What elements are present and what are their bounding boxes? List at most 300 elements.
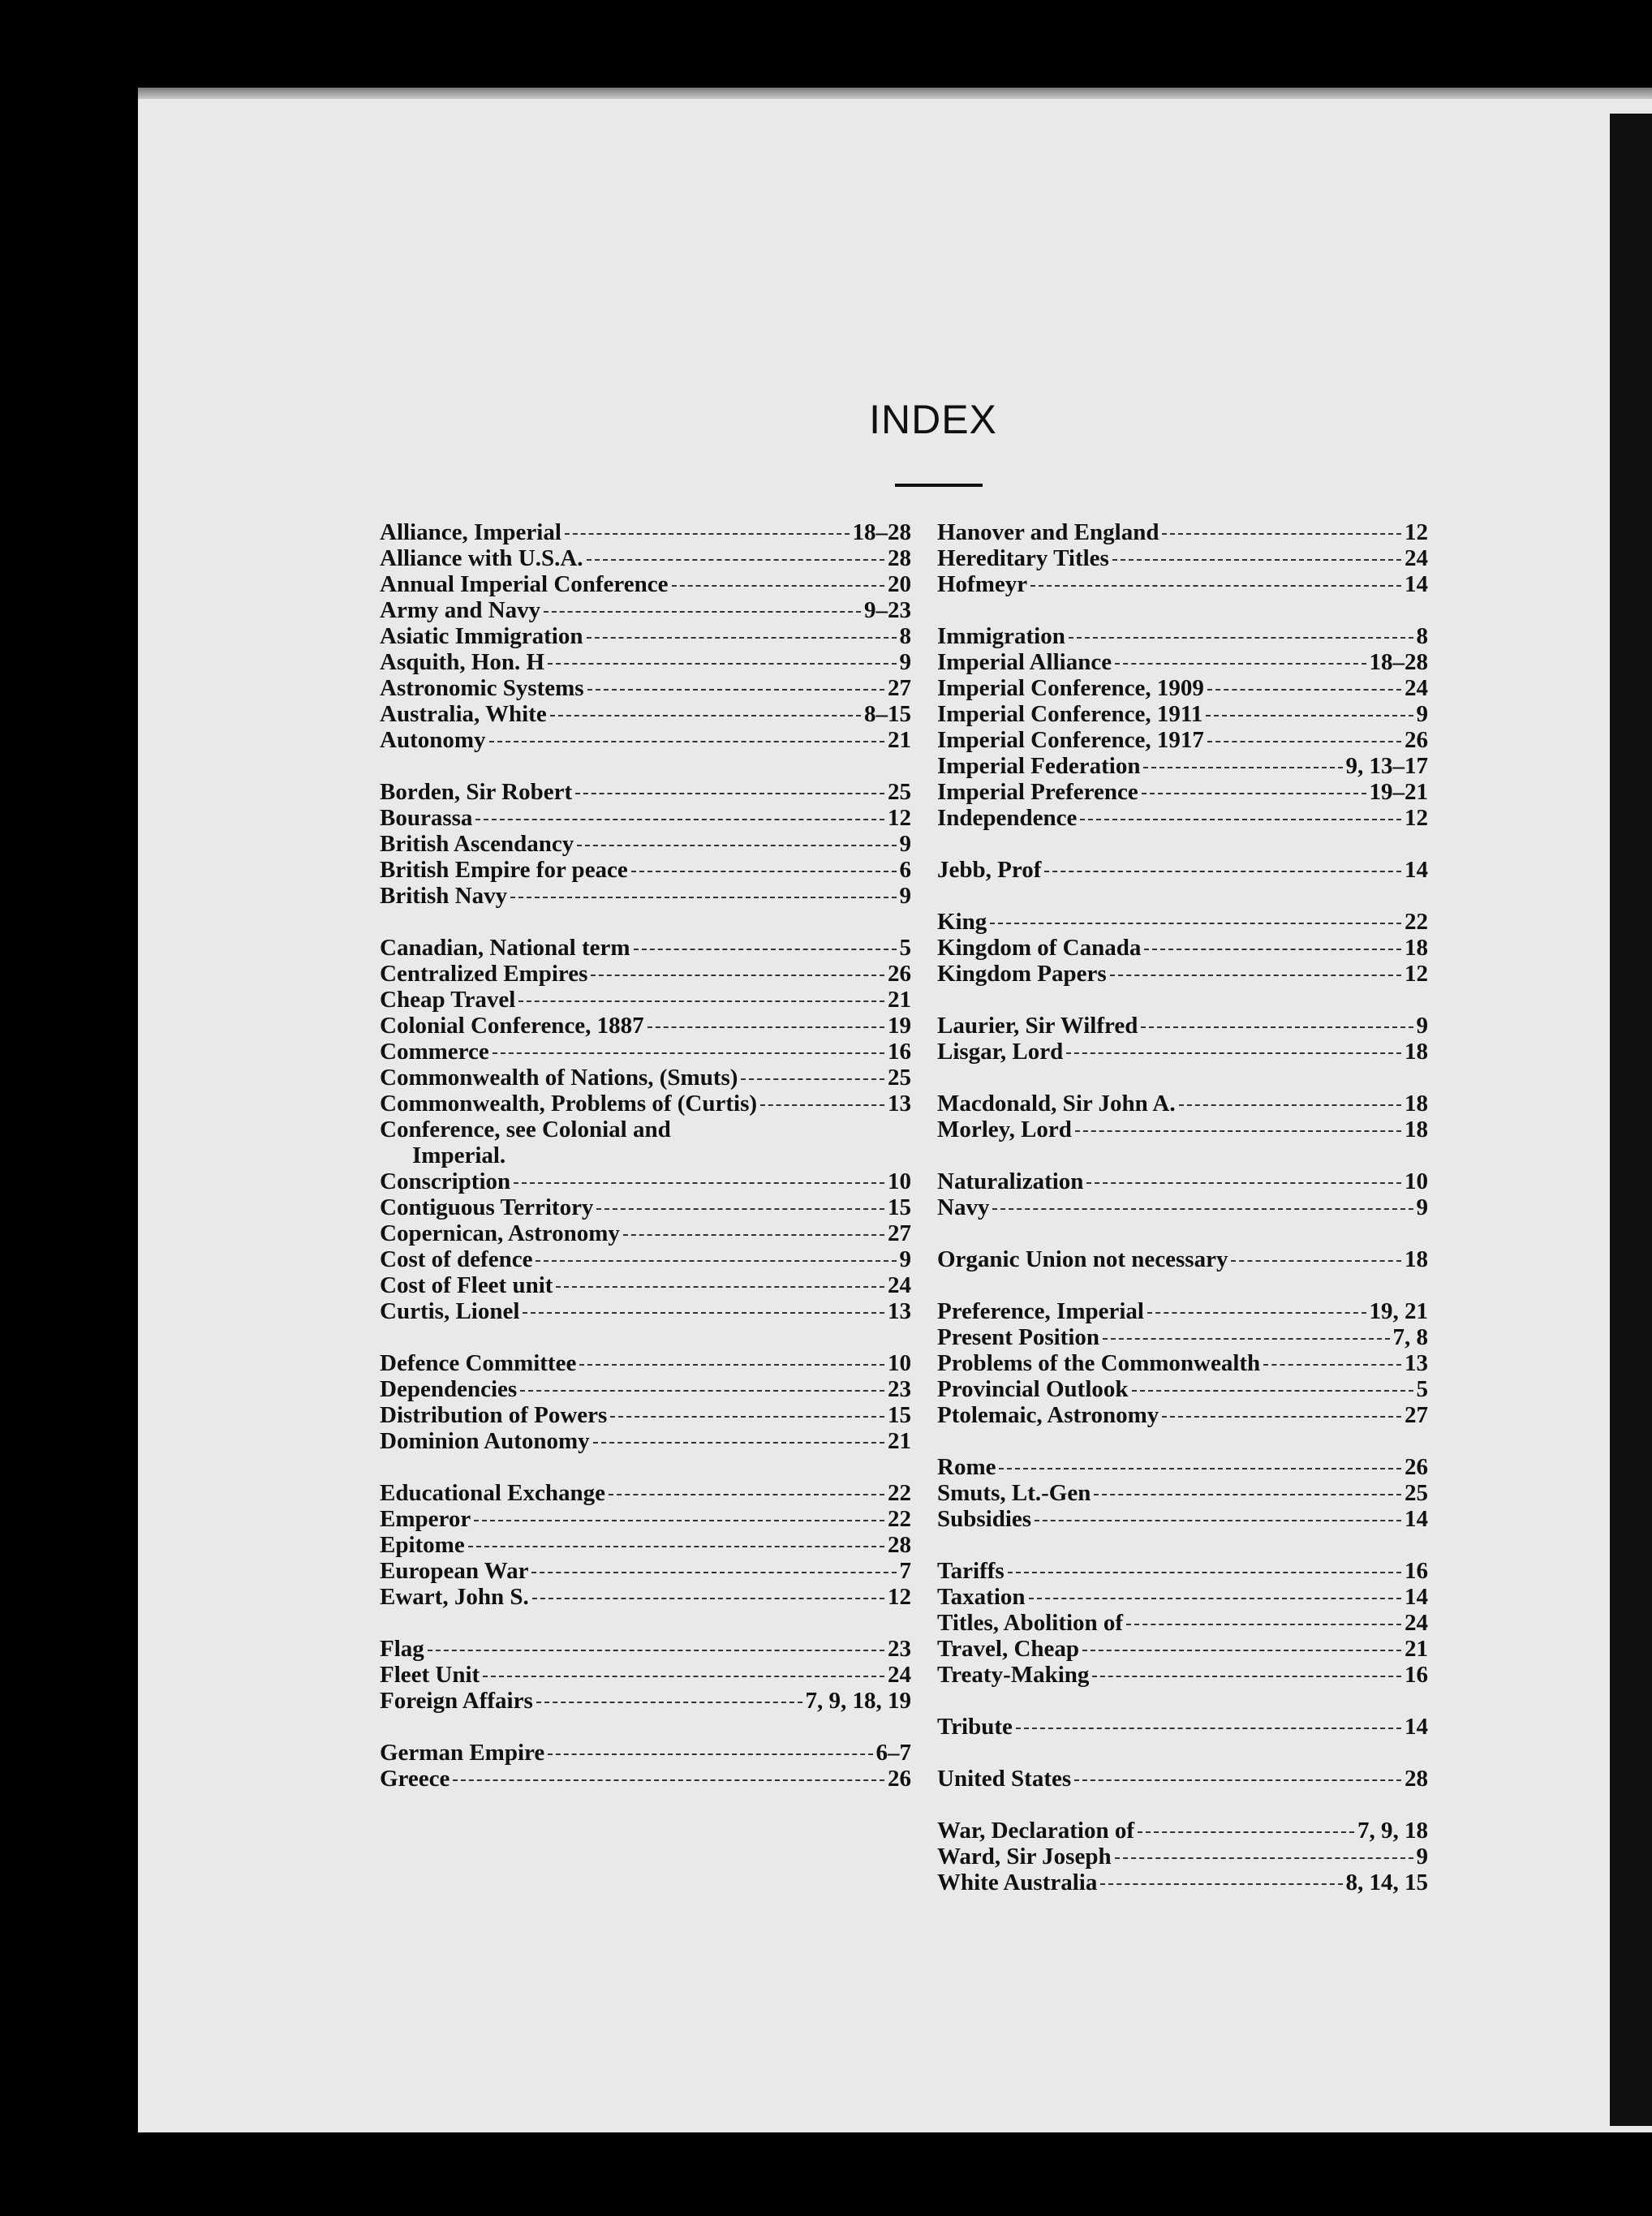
index-page-numbers: 19 bbox=[888, 1013, 911, 1039]
index-term: Annual Imperial Conference bbox=[380, 571, 669, 597]
index-term: Subsidies bbox=[937, 1506, 1032, 1532]
index-entry bbox=[937, 675, 1428, 701]
index-page-numbers: 13 bbox=[888, 1298, 911, 1324]
dot-leader bbox=[1115, 663, 1366, 665]
index-term: Dependencies bbox=[380, 1376, 518, 1402]
index-page-numbers: 7, 8 bbox=[1392, 1324, 1428, 1350]
index-term: Provincial Outlook bbox=[937, 1376, 1129, 1402]
index-term: White Australia bbox=[937, 1870, 1098, 1895]
index-entry bbox=[937, 1091, 1428, 1117]
index-term: Copernican, Astronomy bbox=[380, 1220, 620, 1246]
index-term: Tribute bbox=[937, 1714, 1013, 1740]
index-entry bbox=[380, 883, 911, 909]
index-term: War, Declaration of bbox=[937, 1818, 1134, 1844]
dot-leader bbox=[474, 1520, 884, 1521]
index-page-numbers: 25 bbox=[888, 779, 911, 805]
index-term: European War bbox=[380, 1558, 529, 1584]
index-page-numbers: 27 bbox=[888, 675, 911, 701]
index-group bbox=[937, 1091, 1428, 1142]
index-group bbox=[937, 857, 1428, 883]
dot-leader bbox=[536, 1702, 802, 1703]
index-page-numbers: 9 bbox=[1416, 1013, 1428, 1039]
index-page-numbers: 23 bbox=[888, 1636, 911, 1662]
index-term: Tariffs bbox=[937, 1558, 1005, 1584]
dot-leader bbox=[1074, 1779, 1401, 1781]
index-entry bbox=[937, 1766, 1428, 1792]
index-term: Defence Committee bbox=[380, 1350, 577, 1376]
index-page-numbers: 21 bbox=[888, 1428, 911, 1454]
dot-leader bbox=[579, 1364, 884, 1366]
index-column-left bbox=[380, 519, 911, 1818]
index-group bbox=[380, 1480, 911, 1610]
index-page-numbers: 14 bbox=[1405, 571, 1428, 597]
dot-leader bbox=[1263, 1364, 1401, 1366]
index-page-numbers: 9 bbox=[899, 1246, 911, 1272]
index-group bbox=[937, 1558, 1428, 1688]
index-column-right bbox=[937, 519, 1428, 1921]
index-entry bbox=[937, 1324, 1428, 1350]
index-entry bbox=[937, 727, 1428, 753]
index-group bbox=[937, 519, 1428, 597]
index-term: Colonial Conference, 1887 bbox=[380, 1013, 644, 1039]
index-entry bbox=[937, 753, 1428, 779]
index-page-numbers: 16 bbox=[1405, 1662, 1428, 1688]
dot-leader bbox=[475, 819, 884, 820]
index-group bbox=[380, 779, 911, 909]
dot-leader bbox=[1112, 559, 1401, 561]
dot-leader bbox=[992, 1208, 1413, 1210]
index-entry bbox=[937, 649, 1428, 675]
index-entry bbox=[380, 571, 911, 597]
index-entry bbox=[380, 805, 911, 831]
dot-leader bbox=[1080, 819, 1401, 820]
index-page-numbers: 16 bbox=[888, 1039, 911, 1065]
dot-leader bbox=[510, 897, 896, 898]
index-term: Distribution of Powers bbox=[380, 1402, 608, 1428]
dot-leader bbox=[609, 1494, 884, 1495]
dot-leader bbox=[760, 1104, 884, 1106]
index-entry bbox=[937, 1454, 1428, 1480]
index-term: Emperor bbox=[380, 1506, 471, 1532]
index-entry bbox=[380, 1558, 911, 1584]
dot-leader bbox=[453, 1779, 884, 1781]
dot-leader bbox=[1144, 949, 1401, 950]
index-page-numbers: 18–28 bbox=[852, 519, 911, 545]
dot-leader bbox=[672, 585, 884, 587]
index-entry bbox=[380, 857, 911, 883]
index-entry bbox=[937, 1818, 1428, 1844]
index-entry bbox=[380, 1532, 911, 1558]
page-top-border bbox=[138, 88, 1652, 99]
index-page-numbers: 8 bbox=[899, 623, 911, 649]
index-page-numbers: 15 bbox=[888, 1194, 911, 1220]
index-entry bbox=[380, 1688, 911, 1714]
index-entry bbox=[937, 1558, 1428, 1584]
dot-leader bbox=[999, 1468, 1401, 1469]
dot-leader bbox=[1231, 1260, 1401, 1262]
index-entry bbox=[937, 1662, 1428, 1688]
dot-leader bbox=[1141, 1026, 1413, 1028]
index-page-numbers: 25 bbox=[888, 1065, 911, 1091]
index-term: Kingdom Papers bbox=[937, 961, 1107, 987]
index-page-numbers: 14 bbox=[1405, 1714, 1428, 1740]
index-term: Foreign Affairs bbox=[380, 1688, 533, 1714]
index-page-numbers: 22 bbox=[888, 1480, 911, 1506]
index-entry bbox=[937, 1870, 1428, 1895]
index-entry bbox=[937, 519, 1428, 545]
index-entry bbox=[380, 1091, 911, 1117]
index-term: Fleet Unit bbox=[380, 1662, 480, 1688]
dot-leader bbox=[1075, 1130, 1401, 1132]
index-entry bbox=[937, 1636, 1428, 1662]
dot-leader bbox=[1179, 1104, 1401, 1106]
dot-leader bbox=[1066, 1052, 1401, 1054]
index-entry bbox=[937, 1013, 1428, 1039]
index-entry bbox=[380, 1298, 911, 1324]
dot-leader bbox=[1162, 533, 1401, 535]
index-group bbox=[380, 935, 911, 1324]
index-page-numbers: 8 bbox=[1416, 623, 1428, 649]
dot-leader bbox=[556, 1286, 884, 1288]
dot-leader bbox=[1082, 1650, 1401, 1651]
dot-leader bbox=[1132, 1390, 1413, 1392]
index-entry bbox=[937, 1350, 1428, 1376]
index-term: Macdonald, Sir John A. bbox=[937, 1091, 1176, 1117]
index-term: Imperial Preference bbox=[937, 779, 1138, 805]
index-page-numbers: 18–28 bbox=[1369, 649, 1428, 675]
index-page-numbers: 10 bbox=[888, 1168, 911, 1194]
dot-leader bbox=[1115, 1857, 1413, 1859]
index-entry bbox=[937, 909, 1428, 935]
index-page-numbers: 12 bbox=[1405, 805, 1428, 831]
index-page-numbers: 25 bbox=[1405, 1480, 1428, 1506]
index-term: Conference, see Colonial and bbox=[380, 1117, 671, 1142]
index-term: Imperial Conference, 1911 bbox=[937, 701, 1203, 727]
index-group bbox=[380, 519, 911, 753]
index-page-numbers: 19–21 bbox=[1369, 779, 1428, 805]
dot-leader bbox=[1086, 1182, 1401, 1184]
index-entry bbox=[380, 1013, 911, 1039]
index-entry bbox=[380, 987, 911, 1013]
index-page-numbers: 18 bbox=[1405, 1039, 1428, 1065]
index-page-numbers: 8, 14, 15 bbox=[1345, 1870, 1428, 1895]
index-entry bbox=[380, 649, 911, 675]
dot-leader bbox=[514, 1182, 884, 1184]
index-entry bbox=[380, 1662, 911, 1688]
dot-leader bbox=[587, 637, 897, 639]
dot-leader bbox=[587, 689, 884, 691]
index-group bbox=[937, 909, 1428, 987]
index-page-numbers: 21 bbox=[888, 987, 911, 1013]
index-entry bbox=[380, 1636, 911, 1662]
index-entry bbox=[937, 1298, 1428, 1324]
index-term: Ewart, John S. bbox=[380, 1584, 529, 1610]
index-group bbox=[380, 1740, 911, 1792]
dot-leader bbox=[577, 845, 896, 846]
dot-leader bbox=[1143, 767, 1342, 768]
dot-leader bbox=[548, 663, 896, 665]
index-term: Titles, Abolition of bbox=[937, 1610, 1124, 1636]
index-page-numbers: 5 bbox=[899, 935, 911, 961]
index-term: Borden, Sir Robert bbox=[380, 779, 573, 805]
dot-leader bbox=[1029, 1598, 1401, 1599]
index-term: Cost of defence bbox=[380, 1246, 533, 1272]
index-entry bbox=[937, 805, 1428, 831]
index-term: Imperial Alliance bbox=[937, 649, 1112, 675]
index-group bbox=[937, 1168, 1428, 1220]
index-page-numbers: 9, 13–17 bbox=[1345, 753, 1428, 779]
index-term: Immigration bbox=[937, 623, 1065, 649]
index-entry bbox=[937, 1246, 1428, 1272]
index-entry bbox=[380, 727, 911, 753]
index-term: Preference, Imperial bbox=[937, 1298, 1144, 1324]
index-page-numbers: 24 bbox=[1405, 1610, 1428, 1636]
dot-leader bbox=[1094, 1494, 1401, 1495]
index-entry bbox=[380, 519, 911, 545]
index-term: Present Position bbox=[937, 1324, 1100, 1350]
index-group bbox=[937, 623, 1428, 831]
dot-leader bbox=[536, 1260, 896, 1262]
index-group bbox=[937, 1818, 1428, 1895]
index-entry bbox=[380, 1039, 911, 1065]
dot-leader bbox=[1162, 1416, 1401, 1418]
dot-leader bbox=[575, 793, 884, 794]
index-term: Curtis, Lionel bbox=[380, 1298, 520, 1324]
index-page-numbers: 13 bbox=[1405, 1350, 1428, 1376]
index-entry bbox=[380, 1117, 911, 1142]
index-page-numbers: 18 bbox=[1405, 935, 1428, 961]
index-entry bbox=[380, 597, 911, 623]
dot-leader bbox=[647, 1026, 884, 1028]
index-page-numbers: 28 bbox=[888, 1532, 911, 1558]
index-page-numbers: 26 bbox=[1405, 1454, 1428, 1480]
index-term: Ward, Sir Joseph bbox=[937, 1844, 1112, 1870]
index-term: Contiguous Territory bbox=[380, 1194, 594, 1220]
page-title: INDEX bbox=[869, 397, 997, 442]
index-page-numbers: 14 bbox=[1405, 1584, 1428, 1610]
index-page-numbers: 18 bbox=[1405, 1246, 1428, 1272]
index-page-numbers: 7 bbox=[899, 1558, 911, 1584]
dot-leader bbox=[1100, 1883, 1342, 1885]
index-term: Commonwealth of Nations, (Smuts) bbox=[380, 1065, 738, 1091]
page-right-shadow bbox=[1610, 114, 1652, 2126]
dot-leader bbox=[520, 1390, 884, 1392]
index-term: Organic Union not necessary bbox=[937, 1246, 1228, 1272]
index-page-numbers: 23 bbox=[888, 1376, 911, 1402]
index-term: Astronomic Systems bbox=[380, 675, 584, 701]
index-entry bbox=[380, 1584, 911, 1610]
index-entry bbox=[937, 1506, 1428, 1532]
dot-leader bbox=[483, 1676, 884, 1677]
dot-leader bbox=[1138, 1831, 1354, 1833]
index-term: Commonwealth, Problems of (Curtis) bbox=[380, 1091, 758, 1117]
index-entry bbox=[937, 1376, 1428, 1402]
index-term: Asiatic Immigration bbox=[380, 623, 583, 649]
index-term: Independence bbox=[937, 805, 1078, 831]
index-page-numbers: 22 bbox=[1405, 909, 1428, 935]
index-page-numbers: 26 bbox=[1405, 727, 1428, 753]
index-term: Canadian, National term bbox=[380, 935, 630, 961]
index-page-numbers: 9 bbox=[899, 649, 911, 675]
index-entry bbox=[937, 1168, 1428, 1194]
index-term: British Navy bbox=[380, 883, 508, 909]
index-term: Morley, Lord bbox=[937, 1117, 1072, 1142]
dot-leader bbox=[1206, 715, 1413, 716]
index-entry bbox=[380, 1766, 911, 1792]
index-entry bbox=[380, 1065, 911, 1091]
index-page-numbers: 12 bbox=[888, 1584, 911, 1610]
index-page-numbers: 6 bbox=[899, 857, 911, 883]
dot-leader bbox=[1044, 871, 1401, 872]
index-page-numbers: 24 bbox=[1405, 675, 1428, 701]
index-term: British Empire for peace bbox=[380, 857, 628, 883]
index-term: Conscription bbox=[380, 1168, 511, 1194]
index-entry bbox=[937, 623, 1428, 649]
dot-leader bbox=[1069, 637, 1413, 639]
dot-leader bbox=[591, 975, 884, 976]
index-term: British Ascendancy bbox=[380, 831, 574, 857]
index-entry bbox=[937, 545, 1428, 571]
index-term: Imperial Conference, 1917 bbox=[937, 727, 1204, 753]
index-entry bbox=[380, 1142, 911, 1168]
index-page-numbers: 7, 9, 18 bbox=[1357, 1818, 1428, 1844]
index-group bbox=[937, 1013, 1428, 1065]
index-page-numbers: 12 bbox=[888, 805, 911, 831]
index-term: Greece bbox=[380, 1766, 450, 1792]
index-page-numbers: 12 bbox=[1405, 519, 1428, 545]
index-page-numbers: 21 bbox=[888, 727, 911, 753]
index-page-numbers: 28 bbox=[1405, 1766, 1428, 1792]
index-entry bbox=[380, 1740, 911, 1766]
index-entry bbox=[380, 701, 911, 727]
index-page-numbers: 9 bbox=[1416, 1194, 1428, 1220]
dot-leader bbox=[1147, 1312, 1366, 1314]
index-term: Flag bbox=[380, 1636, 424, 1662]
index-term: Kingdom of Canada bbox=[937, 935, 1142, 961]
index-page-numbers: 9 bbox=[899, 831, 911, 857]
dot-leader bbox=[1016, 1728, 1401, 1729]
index-page-numbers: 12 bbox=[1405, 961, 1428, 987]
index-term: German Empire bbox=[380, 1740, 545, 1766]
index-entry bbox=[380, 961, 911, 987]
dot-leader bbox=[532, 1598, 884, 1599]
index-entry bbox=[380, 779, 911, 805]
index-page-numbers: 26 bbox=[888, 961, 911, 987]
index-term: Smuts, Lt.-Gen bbox=[937, 1480, 1091, 1506]
index-term: Travel, Cheap bbox=[937, 1636, 1080, 1662]
dot-leader bbox=[523, 1312, 884, 1314]
index-entry bbox=[380, 1220, 911, 1246]
index-entry bbox=[937, 1117, 1428, 1142]
index-term: Australia, White bbox=[380, 701, 547, 727]
index-entry bbox=[937, 961, 1428, 987]
index-entry bbox=[937, 935, 1428, 961]
index-entry bbox=[380, 1376, 911, 1402]
index-entry bbox=[380, 1194, 911, 1220]
index-entry bbox=[937, 1714, 1428, 1740]
dot-leader bbox=[593, 1442, 884, 1444]
index-term: Asquith, Hon. H bbox=[380, 649, 545, 675]
index-page-numbers: 7, 9, 18, 19 bbox=[805, 1688, 911, 1714]
dot-leader bbox=[1207, 689, 1401, 691]
index-entry bbox=[380, 1246, 911, 1272]
index-term: Cost of Fleet unit bbox=[380, 1272, 553, 1298]
index-term: Naturalization bbox=[937, 1168, 1084, 1194]
index-entry bbox=[380, 1402, 911, 1428]
index-page-numbers: 19, 21 bbox=[1369, 1298, 1428, 1324]
dot-leader bbox=[1035, 1520, 1401, 1521]
dot-leader bbox=[990, 923, 1401, 924]
index-entry bbox=[937, 1610, 1428, 1636]
index-term: Lisgar, Lord bbox=[937, 1039, 1064, 1065]
dot-leader bbox=[1103, 1338, 1389, 1340]
index-entry bbox=[380, 1350, 911, 1376]
index-page-numbers: 18 bbox=[1405, 1117, 1428, 1142]
index-entry bbox=[380, 831, 911, 857]
index-page-numbers: 15 bbox=[888, 1402, 911, 1428]
index-term: Cheap Travel bbox=[380, 987, 516, 1013]
index-page-numbers: 27 bbox=[888, 1220, 911, 1246]
dot-leader bbox=[1126, 1624, 1401, 1625]
index-entry bbox=[380, 675, 911, 701]
dot-leader bbox=[548, 1753, 872, 1755]
index-page-numbers: 10 bbox=[1405, 1168, 1428, 1194]
index-page-numbers: 22 bbox=[888, 1506, 911, 1532]
index-page-numbers: 27 bbox=[1405, 1402, 1428, 1428]
index-page-numbers: 14 bbox=[1405, 1506, 1428, 1532]
index-entry bbox=[937, 1480, 1428, 1506]
index-entry bbox=[937, 701, 1428, 727]
index-term: Army and Navy bbox=[380, 597, 541, 623]
index-entry bbox=[937, 1194, 1428, 1220]
index-entry bbox=[937, 857, 1428, 883]
index-entry bbox=[937, 571, 1428, 597]
index-term: Jebb, Prof bbox=[937, 857, 1042, 883]
index-page-numbers: 9 bbox=[1416, 1844, 1428, 1870]
dot-leader bbox=[468, 1546, 884, 1547]
title-divider bbox=[895, 484, 983, 487]
index-page-numbers: 28 bbox=[888, 545, 911, 571]
dot-leader bbox=[623, 1234, 884, 1236]
dot-leader bbox=[1110, 975, 1401, 976]
index-term: Hereditary Titles bbox=[937, 545, 1109, 571]
index-page-numbers: 20 bbox=[888, 571, 911, 597]
index-term: Hofmeyr bbox=[937, 571, 1028, 597]
index-group bbox=[937, 1246, 1428, 1272]
index-term: Centralized Empires bbox=[380, 961, 588, 987]
index-term: Dominion Autonomy bbox=[380, 1428, 590, 1454]
index-term: Alliance with U.S.A. bbox=[380, 545, 583, 571]
dot-leader bbox=[531, 1572, 896, 1573]
index-term: Hanover and England bbox=[937, 519, 1159, 545]
index-entry bbox=[937, 1402, 1428, 1428]
index-page-numbers: 24 bbox=[1405, 545, 1428, 571]
index-page-numbers: 10 bbox=[888, 1350, 911, 1376]
dot-leader bbox=[489, 741, 884, 742]
index-page-numbers: 8–15 bbox=[864, 701, 911, 727]
index-page-numbers: 9 bbox=[1416, 701, 1428, 727]
index-group bbox=[937, 1298, 1428, 1428]
index-term: Imperial. bbox=[412, 1142, 506, 1168]
index-page-numbers: 24 bbox=[888, 1272, 911, 1298]
dot-leader bbox=[634, 949, 897, 950]
index-term: Taxation bbox=[937, 1584, 1026, 1610]
index-entry bbox=[937, 1844, 1428, 1870]
index-term: Navy bbox=[937, 1194, 990, 1220]
index-entry bbox=[937, 1584, 1428, 1610]
index-page-numbers: 24 bbox=[888, 1662, 911, 1688]
index-term: Commerce bbox=[380, 1039, 489, 1065]
